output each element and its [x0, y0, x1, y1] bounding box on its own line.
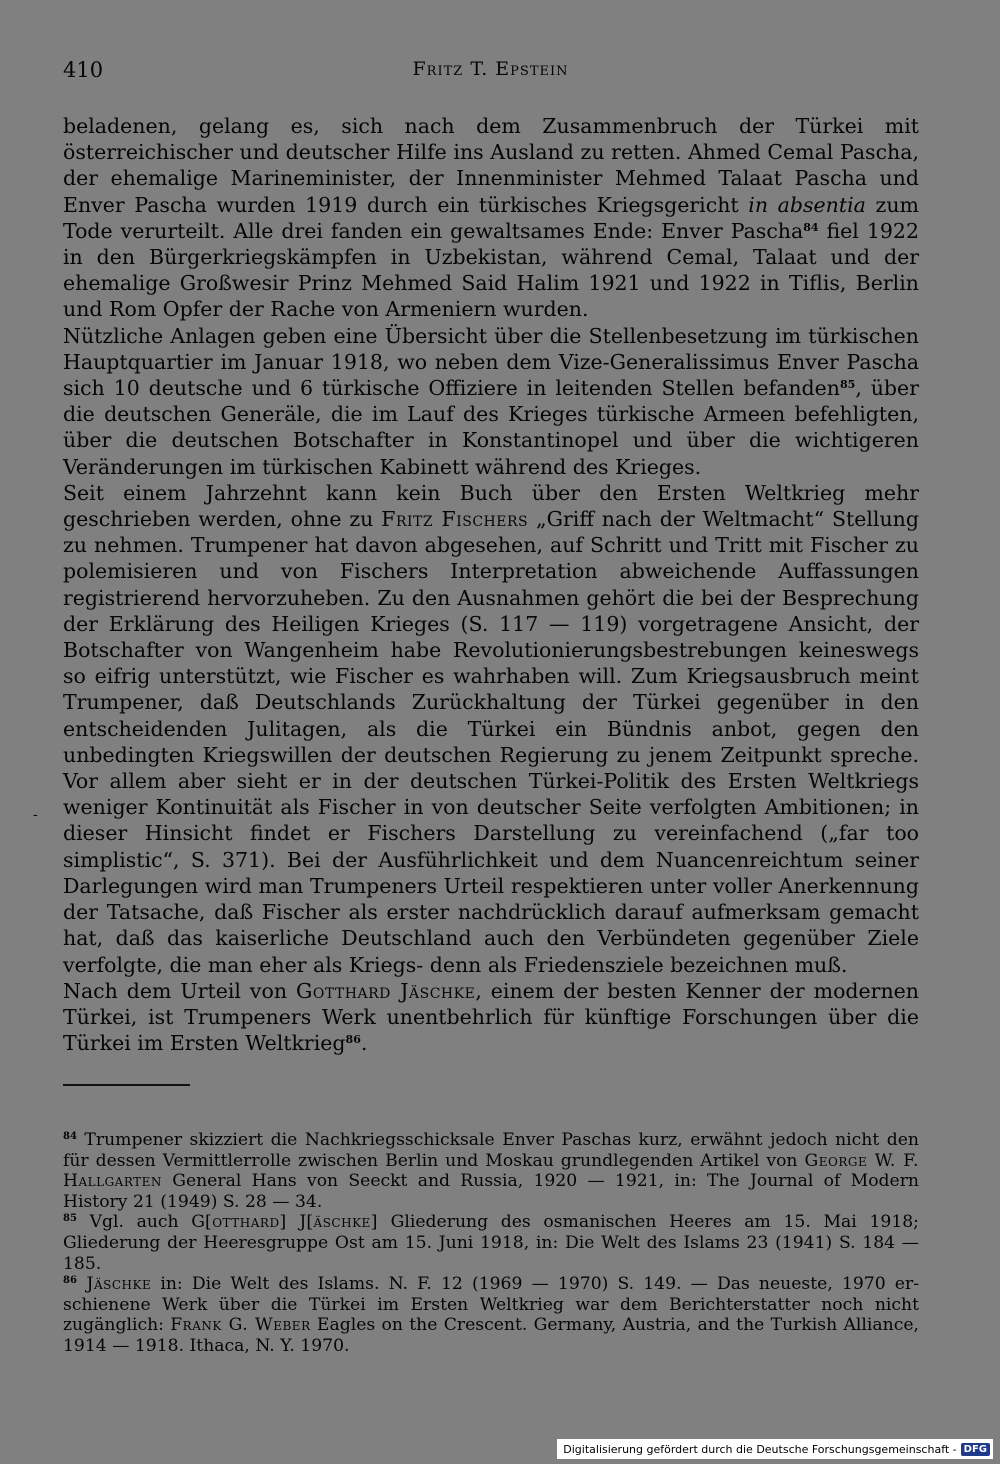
- digitization-credit: [557, 1439, 993, 1459]
- italic-phrase: in absentia: [748, 192, 866, 217]
- margin-mark: -: [33, 807, 38, 823]
- footnote-86: $^{86}$ Jäschke in: Die Welt des Islams. N. F. 12 (1969 — 1970) S. 149. — Das neueste, 1970 erschienene Werk über die Türkei im Ersten Weltkrieg war dem Berichterstatter noch nicht zugänglich: Frank G. Weber Eagles on the Crescent. Germany, Austria, and the Turkish Alliance, 1914 — 1918. Ithaca, N. Y. 1970.: [63, 1274, 919, 1356]
- paragraph-3: Seit einem Jahrzehnt kann kein Buch über den Ersten Weltkrieg mehr geschrieben werden, ohne zu Fritz Fischers „Griff nach der Weltmacht“ Stellung zu nehmen. Trumpener hat davon abgesehen, auf Schritt und Tritt mit Fischer zu polemisieren und von Fischers Interpretation abweichende Auffassungen registrierend hervorzuheben. Zu den Ausnahmen gehört die bei der Besprechung der Erklärung des Heiligen Krieges (S. 117 — 119) vorgetragene Ansicht, der Botschafter von Wangenheim habe Revolutionierungsbestrebungen keineswegs so eifrig unterstützt, wie Fischer es wahrhaben will. Zum Kriegsausbruch meint Trumpener, daß Deutschlands Zurückhaltung der Türkei gegenüber in den entscheidenden Julitagen, als die Türkei ein Bündnis anbot, gegen den unbedingten Kriegswillen der deutschen Regierung zu jenem Zeitpunkt spreche. Vor allem aber sieht er in der deutschen Türkei-Politik des Ersten Weltkriegs weniger Kontinuität als Fischer in von deutscher Seite verfolgten Ambitionen; in dieser Hinsicht findet er Fischers Darstellung zu vereinfachend („far too simplistic“, S. 371). Bei der Ausführlichkeit und dem Nuancenreichtum seiner Darlegungen wird man Trumpeners Urteil respektieren unter voller Anerkennung der Tatsache, daß Fischer als erster nachdrücklich darauf aufmerksam gemacht hat, daß das kaiserliche Deutschland auch den Verbündeten gegenüber Ziele verfolgte, die man eher als Kriegs- denn als Friedensziele bezeichnen muß.: [63, 480, 920, 977]
- footnote-85: $^{85}$ Vgl. auch G[otthard] J[äschke] Gliederung des osmanischen Heeres am 15. Mai 1918; Gliederung der Heeresgruppe Ost am 15. Juni 1918, in: Die Welt des Islams 23 (1941) S. 184 — 185.: [63, 1212, 919, 1274]
- paragraph-1: beladenen, gelang es, sich nach dem Zusammenbruch der Türkei mit österreichischer und deutscher Hilfe ins Ausland zu retten. Ahmed Cemal Pascha, der ehemalige Marineminister, der Innenminister Mehmed Talaat Pascha und Enver Pascha wurden 1919 durch ein türkisches Kriegsgericht in absentia zum Tode verurteilt. Alle drei fanden ein gewaltsames Ende: Enver Pascha$^{84}$ fiel 1922 in den Bürgerkriegskämpfen in Uzbekistan, während Cemal, Talaat und der ehemalige Großwesir Prinz Mehmed Said Halim 1921 und 1922 in Tiflis, Berlin und Rom Opfer der Rache von Armeniern wurden.: [63, 114, 919, 322]
- page-number: 410: [63, 58, 104, 82]
- footnote-ref-85: 85: [840, 378, 856, 392]
- author-name: Fritz Fischers: [381, 507, 529, 532]
- paragraph-2: Nützliche Anlagen geben eine Übersicht über die Stellenbesetzung im türkischen Hauptquartier im Januar 1918, wo neben dem Vize-Generalissimus Enver Pascha sich 10 deutsche und 6 türkische Offiziere in leitenden Stellen befanden$^{85}$, über die deutschen Generäle, die im Lauf des Krieges türkische Armeen befehligten, über die deutschen Botschafter in Konstantinopel und über die wichtigeren Veränderungen im türkischen Kabinett während des Krieges.: [63, 323, 919, 479]
- author-name: Gotthard Jäschke: [295, 978, 476, 1003]
- running-head: Fritz T. Epstein: [412, 58, 569, 80]
- footnotes: [63, 1130, 919, 1357]
- footnote-ref-84: 84: [803, 220, 819, 234]
- body-text: [63, 113, 919, 1056]
- footnote-ref-86: 86: [345, 1033, 361, 1047]
- dfg-logo-icon: DFG: [961, 1443, 990, 1456]
- credit-text: Digitalisierung gefördert durch die Deutsche Forschungsgemeinschaft -: [563, 1442, 957, 1456]
- footnote-84: $^{84}$ Trumpener skizziert die Nachkriegsschicksale Enver Paschas kurz, erwähnt jedoch nicht den für dessen Vermittlerrolle zwischen Berlin und Moskau grundlegenden Artikel von George W. F. Hallgarten General Hans von Seeckt and Russia, 1920 — 1921, in: The Journal of Modern History 21 (1949) S. 28 — 34.: [63, 1130, 920, 1212]
- page-header: [63, 52, 918, 86]
- paragraph-4: Nach dem Urteil von Gotthard Jäschke, einem der besten Kenner der modernen Türkei, ist Trumpeners Werk unentbehrlich für künftige Forschungen über die Türkei im Ersten Weltkrieg$^{86}$.: [63, 978, 919, 1056]
- footnote-divider: [63, 1084, 190, 1086]
